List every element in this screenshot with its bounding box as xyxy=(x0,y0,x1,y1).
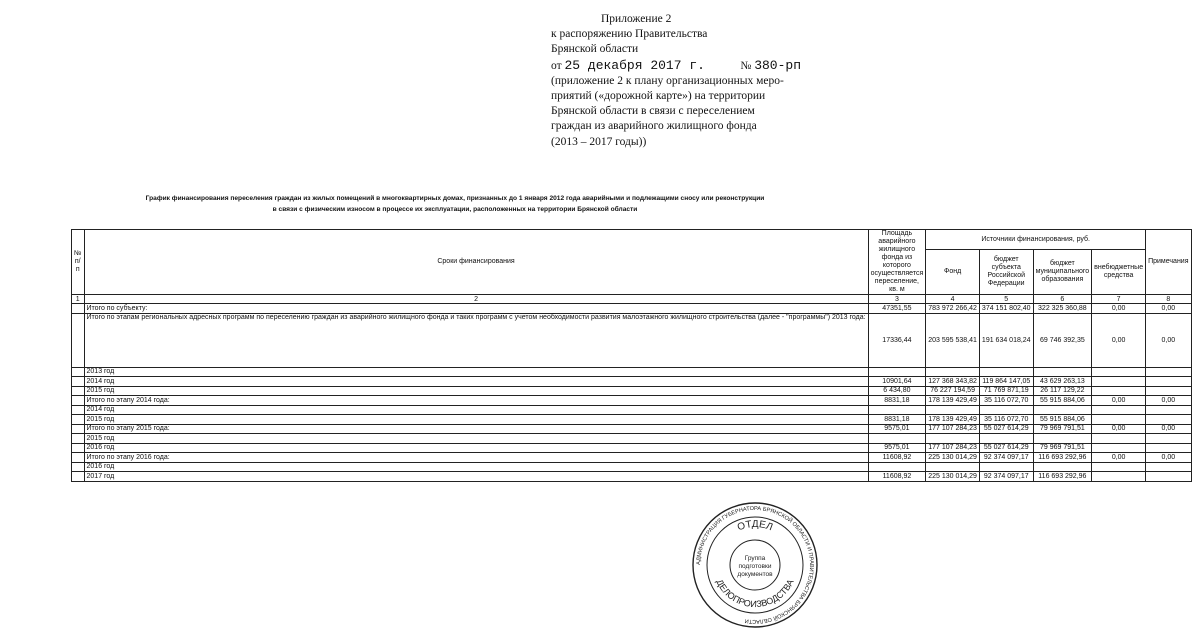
area-cell: 6 434,80 xyxy=(868,386,926,396)
term-cell: 2015 год xyxy=(84,415,868,425)
notes-cell xyxy=(1146,367,1191,377)
header-sources: Источники финансирования, руб. xyxy=(926,230,1146,250)
stamp-ring-text: АДМИНИСТРАЦИЯ ГУБЕРНАТОРА БРЯНСКОЙ ОБЛАСТИ И ПРАВИТЕЛЬСТВА БРЯНСКОЙ ОБЛАСТИ xyxy=(695,505,815,625)
num-cell xyxy=(72,434,85,444)
num-cell xyxy=(72,462,85,472)
notes-cell: 0,00 xyxy=(1146,396,1191,406)
table-row xyxy=(72,386,1192,396)
municipal-budget-cell xyxy=(1033,367,1092,377)
header-notes: Примечания xyxy=(1146,230,1191,295)
subject-budget-cell: 71 769 871,19 xyxy=(979,386,1033,396)
stamp-center-line: Группа xyxy=(744,555,766,562)
fund-cell: 203 595 538,41 xyxy=(926,313,980,367)
table-body xyxy=(72,304,1192,482)
area-cell xyxy=(868,434,926,444)
extra-budget-cell xyxy=(1092,415,1146,425)
term-cell: Итого по этапам региональных адресных программ по переселению граждан из аварийного жилищного фонда и таких программ с учетом необходимости развития малоэтажного жилищного строительства (далее - "программы") 2013 года: xyxy=(84,313,868,367)
municipal-budget-cell: 43 629 263,13 xyxy=(1033,377,1092,387)
table-row xyxy=(72,367,1192,377)
num-cell xyxy=(72,396,85,406)
term-cell: Итого по этапу 2015 года: xyxy=(84,424,868,434)
title-line: в связи с физическим износом в процессе их эксплуатации, расположенных на территории Брянской области xyxy=(272,205,638,213)
term-cell: 2015 год xyxy=(84,386,868,396)
subject-budget-cell: 55 027 614,29 xyxy=(979,424,1033,434)
municipal-budget-cell: 79 969 791,51 xyxy=(1033,424,1092,434)
subject-budget-cell: 92 374 097,17 xyxy=(979,472,1033,482)
header-area: Площадь аварийного жилищного фонда из которого осуществляется переселение, кв. м xyxy=(868,230,926,295)
municipal-budget-cell: 55 915 884,06 xyxy=(1033,415,1092,425)
number-value: 380-рп xyxy=(754,57,801,73)
extra-budget-cell xyxy=(1092,472,1146,482)
municipal-budget-cell xyxy=(1033,405,1092,415)
table-row xyxy=(72,453,1192,463)
extra-budget-cell: 0,00 xyxy=(1092,453,1146,463)
title-line: График финансирования переселения граждан из жилых помещений в многоквартирных домах, признанных до 1 января 2012 года аварийными и подлежащими сносу или реконструкции xyxy=(145,195,765,202)
term-cell: 2017 год xyxy=(84,472,868,482)
office-stamp xyxy=(690,500,820,630)
num-cell xyxy=(72,386,85,396)
table-row xyxy=(72,304,1192,314)
notes-cell: 0,00 xyxy=(1146,424,1191,434)
table-row xyxy=(72,472,1192,482)
fund-cell: 783 972 266,42 xyxy=(926,304,980,314)
extra-budget-cell: 0,00 xyxy=(1092,424,1146,434)
financing-table xyxy=(71,229,1192,482)
stamp-dept-text: ОТДЕЛ xyxy=(736,518,775,534)
area-cell xyxy=(868,367,926,377)
appendix-line-2: к распоряжению Правительства xyxy=(551,28,708,41)
table-row xyxy=(72,462,1192,472)
extra-budget-cell: 0,00 xyxy=(1092,304,1146,314)
term-cell: 2016 год xyxy=(84,462,868,472)
area-cell xyxy=(868,405,926,415)
extra-budget-cell: 0,00 xyxy=(1092,396,1146,406)
note-line: (2013 – 2017 годы)) xyxy=(551,135,647,148)
extra-budget-cell xyxy=(1092,386,1146,396)
area-cell: 9575,01 xyxy=(868,424,926,434)
subject-budget-cell: 191 634 018,24 xyxy=(979,313,1033,367)
area-cell xyxy=(868,462,926,472)
num-cell xyxy=(72,472,85,482)
extra-budget-cell xyxy=(1092,462,1146,472)
num-cell xyxy=(72,367,85,377)
extra-budget-cell xyxy=(1092,405,1146,415)
term-cell: Итого по этапу 2014 года: xyxy=(84,396,868,406)
municipal-budget-cell xyxy=(1033,434,1092,444)
term-cell: 2015 год xyxy=(84,434,868,444)
municipal-budget-cell: 79 969 791,51 xyxy=(1033,443,1092,453)
fund-cell: 225 130 014,29 xyxy=(926,472,980,482)
area-cell: 11608,92 xyxy=(868,472,926,482)
area-cell: 10901,64 xyxy=(868,377,926,387)
extra-budget-cell xyxy=(1092,367,1146,377)
fund-cell: 177 107 284,23 xyxy=(926,443,980,453)
subject-budget-cell xyxy=(979,434,1033,444)
header-extra-budget: внебюджетные средства xyxy=(1092,250,1146,295)
fund-cell xyxy=(926,434,980,444)
municipal-budget-cell: 26 117 129,22 xyxy=(1033,386,1092,396)
index-cell: 5 xyxy=(979,295,1033,304)
fund-cell xyxy=(926,405,980,415)
table-row xyxy=(72,434,1192,444)
fund-cell: 177 107 284,23 xyxy=(926,424,980,434)
subject-budget-cell xyxy=(979,462,1033,472)
header-num: № п/п xyxy=(72,230,85,295)
area-cell: 8831,18 xyxy=(868,415,926,425)
term-cell: 2014 год xyxy=(84,377,868,387)
municipal-budget-cell: 69 746 392,35 xyxy=(1033,313,1092,367)
extra-budget-cell xyxy=(1092,443,1146,453)
table-row xyxy=(72,377,1192,387)
table-row xyxy=(72,443,1192,453)
appendix-title: Приложение 2 xyxy=(601,13,672,25)
num-cell xyxy=(72,443,85,453)
notes-cell xyxy=(1146,377,1191,387)
area-cell: 9575,01 xyxy=(868,443,926,453)
subject-budget-cell: 92 374 097,17 xyxy=(979,453,1033,463)
num-cell xyxy=(72,377,85,387)
notes-cell xyxy=(1146,386,1191,396)
subject-budget-cell xyxy=(979,367,1033,377)
column-index-row xyxy=(72,295,1192,304)
index-cell: 4 xyxy=(926,295,980,304)
note-line: (приложение 2 к плану организационных меро- xyxy=(551,74,784,87)
stamp-dept2-text: ДЕЛОПРОИЗВОДСТВА xyxy=(714,577,796,610)
term-cell: Итого по этапу 2016 года: xyxy=(84,453,868,463)
table-row xyxy=(72,396,1192,406)
fund-cell: 127 368 343,82 xyxy=(926,377,980,387)
municipal-budget-cell: 55 915 884,06 xyxy=(1033,396,1092,406)
index-cell: 1 xyxy=(72,295,85,304)
num-cell xyxy=(72,304,85,314)
fund-cell: 225 130 014,29 xyxy=(926,453,980,463)
extra-budget-cell: 0,00 xyxy=(1092,313,1146,367)
num-cell xyxy=(72,453,85,463)
term-cell: 2013 год xyxy=(84,367,868,377)
table-row xyxy=(72,415,1192,425)
header-terms: Сроки финансирования xyxy=(84,230,868,295)
subject-budget-cell xyxy=(979,405,1033,415)
municipal-budget-cell xyxy=(1033,462,1092,472)
fund-cell xyxy=(926,462,980,472)
table-row xyxy=(72,424,1192,434)
header-fund: Фонд xyxy=(926,250,980,295)
stamp-center-line: документов xyxy=(737,571,773,578)
index-cell: 6 xyxy=(1033,295,1092,304)
document-date-number xyxy=(551,58,801,74)
index-cell: 2 xyxy=(84,295,868,304)
notes-cell xyxy=(1146,405,1191,415)
notes-cell xyxy=(1146,443,1191,453)
num-cell xyxy=(72,313,85,367)
stamp-center-line: подготовки xyxy=(738,563,772,570)
date-prefix: от xyxy=(551,59,562,72)
table-row xyxy=(72,405,1192,415)
note-line: приятий («дорожной карте») на территории xyxy=(551,90,766,103)
notes-cell xyxy=(1146,472,1191,482)
num-cell xyxy=(72,405,85,415)
area-cell: 8831,18 xyxy=(868,396,926,406)
fund-cell xyxy=(926,367,980,377)
number-prefix: № xyxy=(740,59,752,72)
term-cell: 2016 год xyxy=(84,443,868,453)
extra-budget-cell xyxy=(1092,377,1146,387)
subject-budget-cell: 119 864 147,05 xyxy=(979,377,1033,387)
schedule-title xyxy=(60,194,850,215)
term-cell: 2014 год xyxy=(84,405,868,415)
notes-cell xyxy=(1146,462,1191,472)
fund-cell: 76 227 194,59 xyxy=(926,386,980,396)
fund-cell: 178 139 429,49 xyxy=(926,415,980,425)
note-line: Брянской области в связи с переселением xyxy=(551,105,755,118)
index-cell: 7 xyxy=(1092,295,1146,304)
note-line: граждан из аварийного жилищного фонда xyxy=(551,120,757,133)
appendix-line-3: Брянской области xyxy=(551,43,639,56)
subject-budget-cell: 55 027 614,29 xyxy=(979,443,1033,453)
index-cell: 8 xyxy=(1146,295,1191,304)
appendix-header xyxy=(551,12,891,150)
table-row xyxy=(72,313,1192,367)
area-cell: 11608,92 xyxy=(868,453,926,463)
notes-cell: 0,00 xyxy=(1146,313,1191,367)
notes-cell: 0,00 xyxy=(1146,453,1191,463)
municipal-budget-cell: 116 693 292,96 xyxy=(1033,453,1092,463)
notes-cell xyxy=(1146,434,1191,444)
notes-cell xyxy=(1146,415,1191,425)
area-cell: 17336,44 xyxy=(868,313,926,367)
header-municipal-budget: бюджет муниципального образования xyxy=(1033,250,1092,295)
extra-budget-cell xyxy=(1092,434,1146,444)
date-value: 25 декабря 2017 г. xyxy=(564,57,705,73)
num-cell xyxy=(72,424,85,434)
term-cell: Итого по субъекту: xyxy=(84,304,868,314)
fund-cell: 178 139 429,49 xyxy=(926,396,980,406)
subject-budget-cell: 35 116 072,70 xyxy=(979,396,1033,406)
num-cell xyxy=(72,415,85,425)
subject-budget-cell: 374 151 802,40 xyxy=(979,304,1033,314)
subject-budget-cell: 35 116 072,70 xyxy=(979,415,1033,425)
index-cell: 3 xyxy=(868,295,926,304)
area-cell: 47351,55 xyxy=(868,304,926,314)
municipal-budget-cell: 116 693 292,96 xyxy=(1033,472,1092,482)
municipal-budget-cell: 322 325 360,88 xyxy=(1033,304,1092,314)
notes-cell: 0,00 xyxy=(1146,304,1191,314)
header-subject-budget: бюджет субъекта Российской Федерации xyxy=(979,250,1033,295)
